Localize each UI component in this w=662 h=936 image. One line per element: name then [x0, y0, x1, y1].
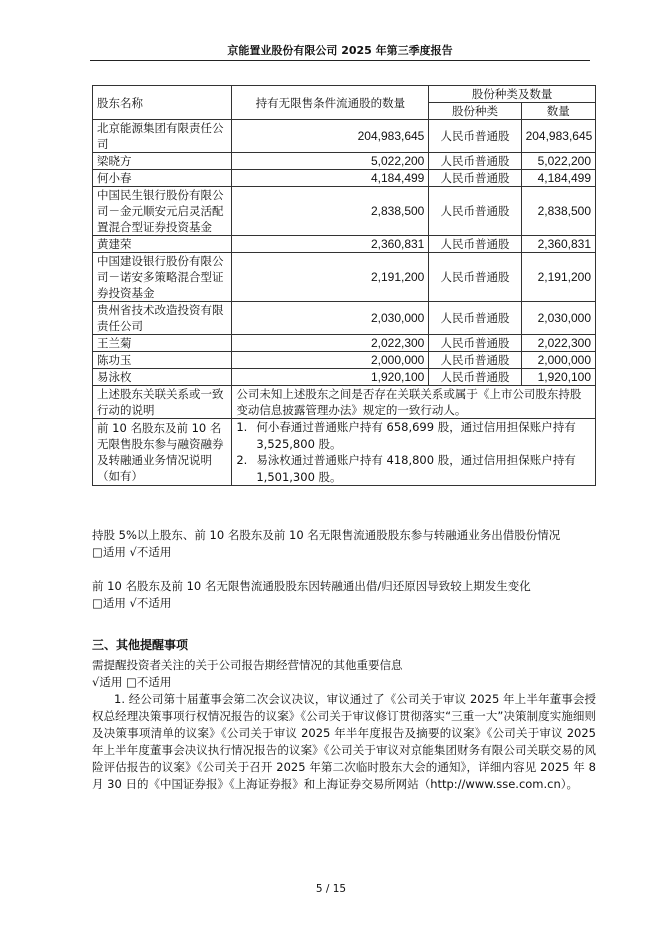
change-options: □适用 √不适用 [92, 596, 172, 610]
lending-title: 持股 5%以上股东、前 10 名股东及前 10 名无限售流通股股东参与转融通业务出借股份情况 [92, 528, 561, 542]
section-options: √适用 □不适用 [92, 675, 172, 689]
note-text: 易泳枚通过普通账户持有 418,800 股，通过信用担保账户持有 1,501,300 股。 [256, 453, 576, 484]
holder-share-type: 人民币普通股 [429, 236, 521, 253]
holder-qty: 2,000,000 [232, 352, 429, 369]
holder-share-num: 4,184,499 [521, 170, 595, 187]
holder-qty: 204,983,645 [232, 120, 429, 153]
page-number: 5 / 15 [315, 883, 347, 895]
table-row [93, 170, 596, 187]
section-intro: 需提醒投资者关注的关于公司报告期经营情况的其他重要信息 [92, 658, 403, 672]
holder-qty: 2,022,300 [232, 335, 429, 352]
holder-share-type: 人民币普通股 [429, 187, 521, 236]
section-heading: 三、其他提醒事项 [92, 638, 189, 652]
margin-note [236, 452, 591, 485]
holder-share-type: 人民币普通股 [429, 369, 521, 386]
margin-label: 前 10 名股东及前 10 名无限售股东参与融资融券及转融通业务情况说明（如有） [93, 419, 232, 486]
table-row [93, 236, 596, 253]
holder-share-type: 人民币普通股 [429, 120, 521, 153]
holder-name: 北京能源集团有限责任公司 [93, 120, 232, 153]
holder-qty: 2,030,000 [232, 302, 429, 335]
note-index: 1. [236, 420, 248, 434]
shareholder-table [92, 85, 596, 486]
header-share-type-group: 股份种类及数量 [429, 86, 596, 103]
relation-text: 公司未知上述股东之间是否存在关联关系或属于《上市公司股东持股变动信息披露管理办法》规定的一致行动人。 [232, 386, 596, 419]
header-holder-name: 股东名称 [93, 86, 232, 120]
holder-qty: 2,838,500 [232, 187, 429, 236]
holder-name: 黄建荣 [93, 236, 232, 253]
section-body: 1. 经公司第十届董事会第二次会议决议，审议通过了《公司关于审议 2025 年上半年董事会授权总经理决策事项行权情况报告的议案》《公司关于审议修订贯彻落实“三重一大”决策制度实施细则及决策事项清单的议案》《公司关于审议 2025 年半年度报告及摘要的议案》《公司关于审议 2025 年上半年度董事会决议执行情况报告的议案》《公司关于审议对京能集团财务有限公司关联交易的风险评估报告的议案》《公司关于召开 2025 年第二次临时股东大会的通知》，详细内容见 2025 年 8 月 30 日的《中国证券报》《上海证券报》和上海证券交易所网站（http://www.sse.com.cn）。 [92, 692, 596, 791]
holder-name: 王兰菊 [93, 335, 232, 352]
table-row [93, 120, 596, 153]
holder-share-type: 人民币普通股 [429, 153, 521, 170]
header-unrestricted-qty: 持有无限售条件流通股的数量 [232, 86, 429, 120]
holder-name: 贵州省技术改造投资有限责任公司 [93, 302, 232, 335]
holder-share-type: 人民币普通股 [429, 302, 521, 335]
holder-share-num: 2,838,500 [521, 187, 595, 236]
header-quantity: 数量 [521, 103, 595, 120]
holder-share-num: 2,191,200 [521, 253, 595, 302]
holder-share-type: 人民币普通股 [429, 253, 521, 302]
holder-share-num: 1,920,100 [521, 369, 595, 386]
holder-share-num: 2,022,300 [521, 335, 595, 352]
holder-name: 易泳枚 [93, 369, 232, 386]
holder-share-num: 204,983,645 [521, 120, 595, 153]
holder-share-num: 5,022,200 [521, 153, 595, 170]
table-row [93, 335, 596, 352]
holder-share-type: 人民币普通股 [429, 170, 521, 187]
holder-qty: 2,191,200 [232, 253, 429, 302]
relation-label: 上述股东关联关系或一致行动的说明 [93, 386, 232, 419]
other-matters-section [92, 637, 596, 793]
holder-name: 中国民生银行股份有限公司－金元顺安元启灵活配置混合型证券投资基金 [93, 187, 232, 236]
relation-row [93, 386, 596, 419]
holder-qty: 4,184,499 [232, 170, 429, 187]
table-row [93, 352, 596, 369]
holder-name: 何小春 [93, 170, 232, 187]
lending-options: □适用 √不适用 [92, 545, 172, 559]
holder-name: 中国建设银行股份有限公司－诺安多策略混合型证券投资基金 [93, 253, 232, 302]
header-share-type: 股份种类 [429, 103, 521, 120]
change-title: 前 10 名股东及前 10 名无限售流通股股东因转融通出借/归还原因导致较上期发生变化 [92, 579, 531, 593]
margin-row [93, 419, 596, 486]
holder-share-type: 人民币普通股 [429, 335, 521, 352]
holder-qty: 2,360,831 [232, 236, 429, 253]
holder-share-type: 人民币普通股 [429, 352, 521, 369]
table-row [93, 302, 596, 335]
holder-share-num: 2,030,000 [521, 302, 595, 335]
table-row [93, 187, 596, 236]
table-row [93, 253, 596, 302]
table-row [93, 369, 596, 386]
header-rule [90, 60, 590, 61]
table-row [93, 153, 596, 170]
holder-name: 梁晓方 [93, 153, 232, 170]
holder-share-num: 2,360,831 [521, 236, 595, 253]
report-header: 京能置业股份有限公司 2025 年第三季度报告 [227, 44, 453, 57]
note-index: 2. [236, 453, 248, 467]
holder-share-num: 2,000,000 [521, 352, 595, 369]
lending-section [92, 527, 596, 561]
holder-qty: 1,920,100 [232, 369, 429, 386]
change-section [92, 578, 596, 612]
holder-name: 陈功玉 [93, 352, 232, 369]
note-text: 何小春通过普通账户持有 658,699 股，通过信用担保账户持有 3,525,800 股。 [256, 420, 576, 451]
margin-note [236, 419, 591, 452]
margin-notes [232, 419, 596, 486]
holder-qty: 5,022,200 [232, 153, 429, 170]
